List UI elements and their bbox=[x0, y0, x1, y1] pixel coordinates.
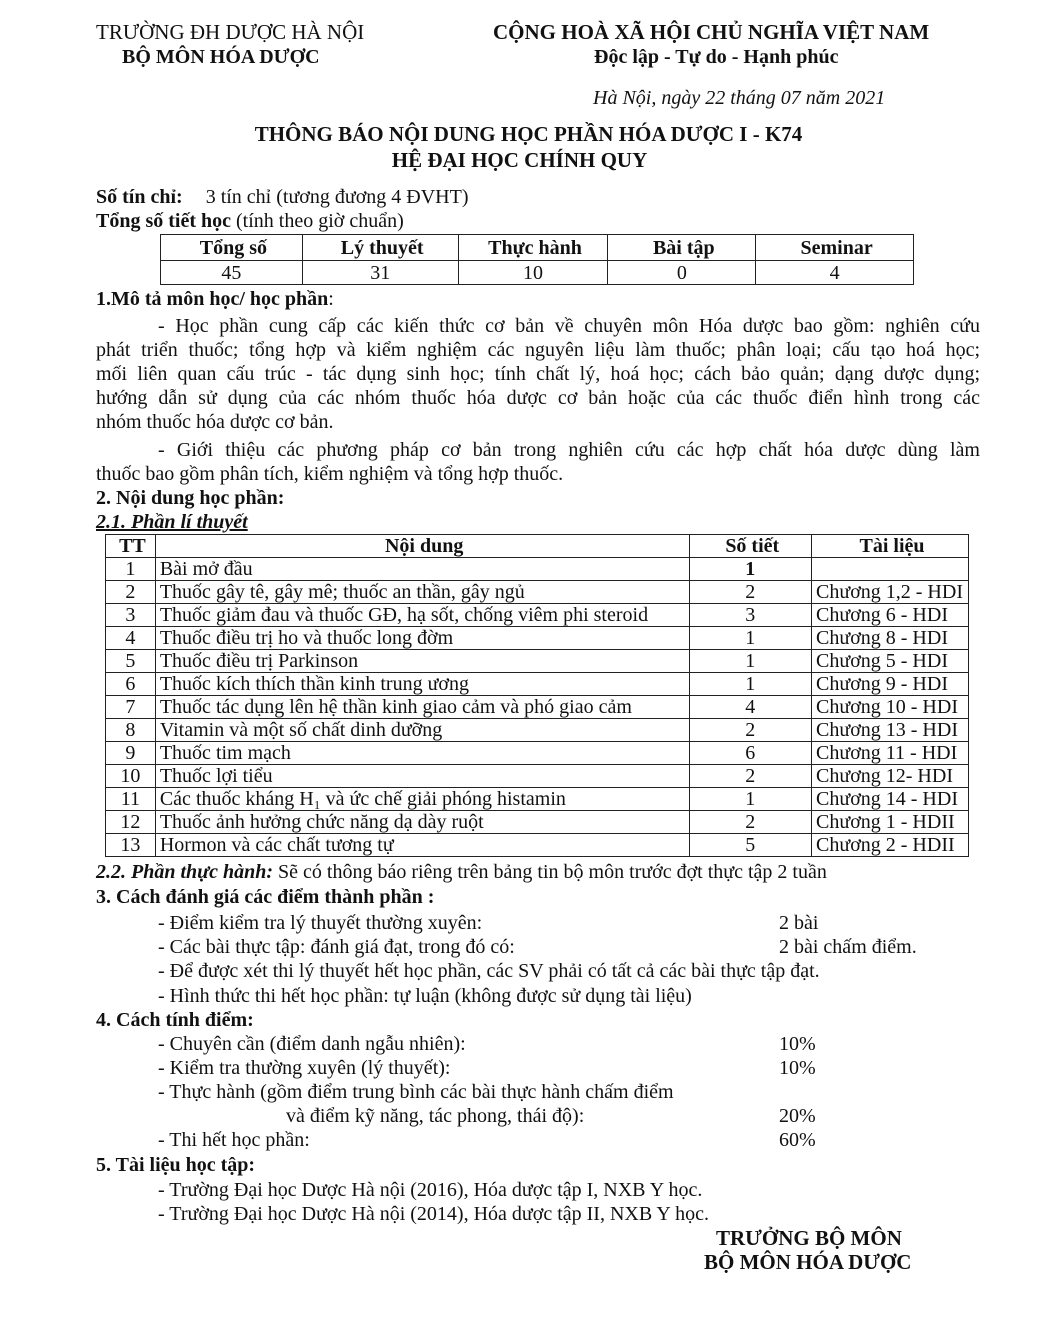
hours-value: 31 bbox=[302, 261, 458, 285]
table-row bbox=[106, 765, 969, 788]
theory-ref: Chương 5 - HDI bbox=[812, 650, 969, 673]
document-title-line2: HỆ ĐẠI HỌC CHÍNH QUY bbox=[391, 148, 648, 172]
theory-hours: 2 bbox=[689, 765, 812, 788]
theory-ref: Chương 1,2 - HDI bbox=[812, 581, 969, 604]
credits-line bbox=[96, 187, 469, 207]
credits-label: Số tín chỉ: bbox=[96, 186, 183, 208]
assessment-item: - Để được xét thi lý thuyết hết học phần, các SV phải có tất cả các bài thực tập đạt. bbox=[158, 960, 820, 982]
theory-tt: 4 bbox=[106, 627, 156, 650]
theory-hours: 2 bbox=[689, 811, 812, 834]
school-name: TRƯỜNG ĐH DƯỢC HÀ NỘI bbox=[96, 20, 365, 44]
table-row bbox=[106, 811, 969, 834]
theory-ref: Chương 13 - HDI bbox=[812, 719, 969, 742]
para-line: thuốc bao gồm phân tích, kiểm nghiệm và tổng hợp thuốc. bbox=[96, 463, 564, 485]
theory-header: Tài liệu bbox=[812, 535, 969, 558]
theory-ref: Chương 12- HDI bbox=[812, 765, 969, 788]
theory-content: Thuốc lợi tiểu bbox=[155, 765, 689, 788]
hours-note: (tính theo giờ chuẩn) bbox=[236, 210, 404, 232]
grading-item: - Thi hết học phần: bbox=[158, 1129, 310, 1151]
para-line: phát triển thuốc; tổng hợp và kiểm nghiệm các nguyên liệu làm thuốc; phân loại; cấu tạo hoá học; bbox=[96, 339, 980, 361]
para-line: hướng dẫn sử dụng của các nhóm thuốc hóa dược cơ bản hoặc của các thuốc điển hình trong các bbox=[96, 387, 980, 409]
theory-content: Bài mở đầu bbox=[155, 558, 689, 581]
hours-header: Bài tập bbox=[608, 235, 756, 261]
table-row bbox=[106, 650, 969, 673]
theory-table bbox=[105, 534, 969, 857]
theory-ref: Chương 10 - HDI bbox=[812, 696, 969, 719]
grading-value: 10% bbox=[779, 1033, 816, 1055]
national-motto: Độc lập - Tự do - Hạnh phúc bbox=[594, 46, 839, 68]
theory-content: Thuốc giảm đau và thuốc GĐ, hạ sốt, chống viêm phi steroid bbox=[155, 604, 689, 627]
hours-table bbox=[160, 234, 914, 285]
section2-2-text: Sẽ có thông báo riêng trên bảng tin bộ môn trước đợt thực tập 2 tuần bbox=[278, 861, 827, 883]
table-row bbox=[106, 558, 969, 581]
theory-hours: 1 bbox=[689, 650, 812, 673]
theory-tt: 11 bbox=[106, 788, 156, 811]
table-row bbox=[106, 742, 969, 765]
table-row bbox=[106, 788, 969, 811]
theory-content: Hormon và các chất tương tự bbox=[155, 834, 689, 857]
grading-value: 60% bbox=[779, 1129, 816, 1151]
theory-tt: 7 bbox=[106, 696, 156, 719]
assessment-value: 2 bài chấm điểm. bbox=[779, 936, 917, 958]
theory-header: TT bbox=[106, 535, 156, 558]
section3-heading: 3. Cách đánh giá các điểm thành phần : bbox=[96, 886, 435, 908]
theory-content: Các thuốc kháng H₁ và ức chế giải phóng histamin bbox=[155, 788, 689, 811]
para-line: - Học phần cung cấp các kiến thức cơ bản về chuyên môn Hóa dược bao gồm: nghiên cứu bbox=[158, 315, 980, 337]
theory-tt: 2 bbox=[106, 581, 156, 604]
section2-2-line bbox=[96, 862, 827, 882]
section1-heading-text: 1.Mô tả môn học/ học phần bbox=[96, 288, 329, 310]
theory-ref: Chương 11 - HDI bbox=[812, 742, 969, 765]
theory-ref bbox=[812, 558, 969, 581]
grading-value: 20% bbox=[779, 1105, 816, 1127]
theory-tt: 13 bbox=[106, 834, 156, 857]
theory-table-body bbox=[106, 558, 969, 857]
credits-value: 3 tín chỉ (tương đương 4 ĐVHT) bbox=[205, 186, 469, 208]
assessment-value: 2 bài bbox=[779, 912, 819, 934]
para-line: mối liên quan cấu trúc - tác dụng sinh học; tính chất lý, hoá học; cách bảo quản; dạng dược dụng; bbox=[96, 363, 980, 385]
theory-tt: 6 bbox=[106, 673, 156, 696]
theory-hours: 1 bbox=[689, 558, 812, 581]
theory-tt: 5 bbox=[106, 650, 156, 673]
document-title-line1: THÔNG BÁO NỘI DUNG HỌC PHẦN HÓA DƯỢC I - K74 bbox=[254, 122, 803, 146]
section1-heading-colon: : bbox=[328, 288, 334, 310]
national-title: CỘNG HOÀ XÃ HỘI CHỦ NGHĨA VIỆT NAM bbox=[493, 20, 930, 44]
hours-value: 4 bbox=[756, 261, 914, 285]
grading-item: - Chuyên cần (điểm danh ngẫu nhiên): bbox=[158, 1033, 466, 1055]
theory-content: Thuốc gây tê, gây mê; thuốc an thần, gây ngủ bbox=[155, 581, 689, 604]
section2-heading: 2. Nội dung học phần: bbox=[96, 487, 285, 509]
theory-content: Thuốc kích thích thần kinh trung ương bbox=[155, 673, 689, 696]
section4-heading: 4. Cách tính điểm: bbox=[96, 1009, 254, 1031]
grading-value: 10% bbox=[779, 1057, 816, 1079]
grading-item: - Kiểm tra thường xuyên (lý thuyết): bbox=[158, 1057, 451, 1079]
theory-hours: 3 bbox=[689, 604, 812, 627]
signature-department: BỘ MÔN HÓA DƯỢC bbox=[704, 1250, 912, 1274]
table-row bbox=[106, 719, 969, 742]
theory-ref: Chương 1 - HDII bbox=[812, 811, 969, 834]
theory-tt: 3 bbox=[106, 604, 156, 627]
theory-content: Thuốc ảnh hưởng chức năng dạ dày ruột bbox=[155, 811, 689, 834]
theory-ref: Chương 6 - HDI bbox=[812, 604, 969, 627]
document-title bbox=[0, 124, 1039, 145]
table-row bbox=[106, 696, 969, 719]
theory-hours: 1 bbox=[689, 673, 812, 696]
section2-2-label: 2.2. Phần thực hành: bbox=[96, 861, 274, 883]
theory-ref: Chương 9 - HDI bbox=[812, 673, 969, 696]
theory-header: Số tiết bbox=[689, 535, 812, 558]
section5-heading: 5. Tài liệu học tập: bbox=[96, 1154, 256, 1176]
para-line: - Giới thiệu các phương pháp cơ bản trong nghiên cứu các hợp chất hóa dược dùng làm bbox=[158, 439, 980, 461]
section1-heading bbox=[96, 289, 334, 309]
theory-content: Vitamin và một số chất dinh dưỡng bbox=[155, 719, 689, 742]
para-line: nhóm thuốc hóa dược cơ bản. bbox=[96, 411, 334, 433]
hours-value: 0 bbox=[608, 261, 756, 285]
assessment-item: - Hình thức thi hết học phần: tự luận (không được sử dụng tài liệu) bbox=[158, 985, 692, 1007]
table-row bbox=[106, 627, 969, 650]
document-subtitle bbox=[0, 150, 1039, 171]
theory-content: Thuốc tác dụng lên hệ thần kinh giao cảm và phó giao cảm bbox=[155, 696, 689, 719]
theory-hours: 2 bbox=[689, 719, 812, 742]
table-row bbox=[106, 834, 969, 857]
signature-title: TRƯỞNG BỘ MÔN bbox=[716, 1226, 902, 1250]
grading-item: và điểm kỹ năng, tác phong, thái độ): bbox=[286, 1105, 585, 1127]
section1-para2 bbox=[96, 438, 980, 486]
hours-value: 10 bbox=[458, 261, 608, 285]
hours-label: Tổng số tiết học bbox=[96, 210, 231, 232]
document-date: Hà Nội, ngày 22 tháng 07 năm 2021 bbox=[593, 87, 886, 109]
hours-header: Tổng số bbox=[161, 235, 303, 261]
table-row bbox=[106, 604, 969, 627]
section2-1-heading: 2.1. Phần lí thuyết bbox=[96, 511, 248, 533]
table-row bbox=[106, 581, 969, 604]
theory-content: Thuốc điều trị Parkinson bbox=[155, 650, 689, 673]
reference-item: - Trường Đại học Dược Hà nội (2016), Hóa dược tập I, NXB Y học. bbox=[158, 1179, 703, 1201]
section1-para1 bbox=[96, 314, 980, 434]
theory-ref: Chương 8 - HDI bbox=[812, 627, 969, 650]
theory-hours: 6 bbox=[689, 742, 812, 765]
hours-header: Lý thuyết bbox=[302, 235, 458, 261]
theory-hours: 4 bbox=[689, 696, 812, 719]
theory-content: Thuốc tim mạch bbox=[155, 742, 689, 765]
hours-header: Seminar bbox=[756, 235, 914, 261]
theory-tt: 8 bbox=[106, 719, 156, 742]
theory-ref: Chương 2 - HDII bbox=[812, 834, 969, 857]
theory-content: Thuốc điều trị ho và thuốc long đờm bbox=[155, 627, 689, 650]
department-name: BỘ MÔN HÓA DƯỢC bbox=[122, 46, 320, 68]
theory-tt: 1 bbox=[106, 558, 156, 581]
assessment-item: - Các bài thực tập: đánh giá đạt, trong đó có: bbox=[158, 936, 515, 958]
theory-tt: 9 bbox=[106, 742, 156, 765]
hours-value: 45 bbox=[161, 261, 303, 285]
reference-item: - Trường Đại học Dược Hà nội (2014), Hóa dược tập II, NXB Y học. bbox=[158, 1203, 710, 1225]
table-row bbox=[106, 673, 969, 696]
grading-item: - Thực hành (gồm điểm trung bình các bài thực hành chấm điểm bbox=[158, 1081, 674, 1103]
theory-hours: 5 bbox=[689, 834, 812, 857]
hours-line bbox=[96, 211, 404, 231]
theory-hours: 1 bbox=[689, 627, 812, 650]
theory-tt: 10 bbox=[106, 765, 156, 788]
theory-hours: 1 bbox=[689, 788, 812, 811]
theory-tt: 12 bbox=[106, 811, 156, 834]
theory-hours: 2 bbox=[689, 581, 812, 604]
hours-header: Thực hành bbox=[458, 235, 608, 261]
theory-header: Nội dung bbox=[155, 535, 689, 558]
theory-ref: Chương 14 - HDI bbox=[812, 788, 969, 811]
assessment-item: - Điểm kiểm tra lý thuyết thường xuyên: bbox=[158, 912, 483, 934]
